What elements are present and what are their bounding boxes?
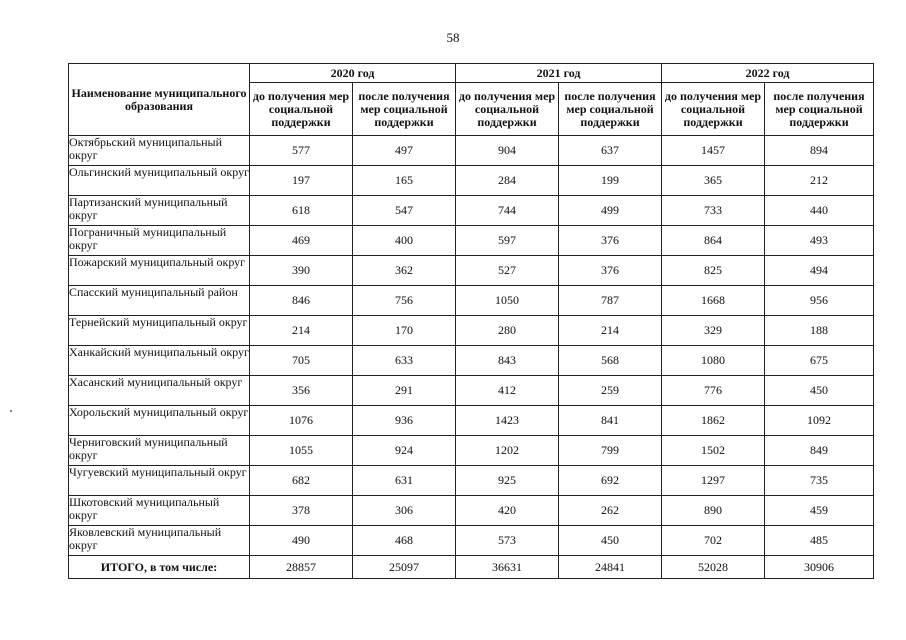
table-row [69, 166, 874, 196]
value-cell: 1862 [662, 406, 765, 436]
before-support-header: до получения мер социальной поддержки [662, 83, 765, 136]
municipality-name: Ольгинский муниципальный округ [69, 166, 250, 196]
value-cell: 864 [662, 226, 765, 256]
table-row [69, 286, 874, 316]
value-cell: 744 [456, 196, 559, 226]
value-cell: 400 [353, 226, 456, 256]
value-cell: 485 [765, 526, 874, 556]
value-cell: 633 [353, 346, 456, 376]
value-cell: 390 [250, 256, 353, 286]
value-cell: 490 [250, 526, 353, 556]
table-row [69, 346, 874, 376]
year-header-2021: 2021 год [456, 64, 662, 83]
after-support-header: после получения мер социальной поддержки [353, 83, 456, 136]
value-cell: 925 [456, 466, 559, 496]
value-cell: 692 [559, 466, 662, 496]
value-cell: 936 [353, 406, 456, 436]
value-cell: 825 [662, 256, 765, 286]
municipality-name: Пограничный муниципальный округ [69, 226, 250, 256]
before-support-header: до получения мер социальной поддержки [250, 83, 353, 136]
after-support-header: после получения мер социальной поддержки [559, 83, 662, 136]
table-row [69, 316, 874, 346]
table-row [69, 436, 874, 466]
table-row [69, 196, 874, 226]
value-cell: 547 [353, 196, 456, 226]
before-support-header: до получения мер социальной поддержки [456, 83, 559, 136]
municipality-name: Чугуевский муниципальный округ [69, 466, 250, 496]
value-cell: 702 [662, 526, 765, 556]
value-cell: 1080 [662, 346, 765, 376]
municipality-name: Хорольский муниципальный округ [69, 406, 250, 436]
value-cell: 675 [765, 346, 874, 376]
value-cell: 904 [456, 136, 559, 166]
total-row [69, 556, 874, 579]
value-cell: 787 [559, 286, 662, 316]
value-cell: 450 [559, 526, 662, 556]
municipality-column-header: Наименование муниципального образования [69, 64, 250, 136]
municipality-name: Ханкайский муниципальный округ [69, 346, 250, 376]
value-cell: 568 [559, 346, 662, 376]
scan-speck [10, 410, 12, 412]
value-cell: 573 [456, 526, 559, 556]
value-cell: 499 [559, 196, 662, 226]
value-cell: 735 [765, 466, 874, 496]
value-cell: 776 [662, 376, 765, 406]
value-cell: 618 [250, 196, 353, 226]
value-cell: 329 [662, 316, 765, 346]
municipality-name: Яковлевский муниципальный округ [69, 526, 250, 556]
municipality-name: Спасский муниципальный район [69, 286, 250, 316]
value-cell: 756 [353, 286, 456, 316]
table-row [69, 496, 874, 526]
value-cell: 733 [662, 196, 765, 226]
value-cell: 440 [765, 196, 874, 226]
value-cell: 1202 [456, 436, 559, 466]
municipality-name: Черниговский муниципальный округ [69, 436, 250, 466]
value-cell: 197 [250, 166, 353, 196]
value-cell: 1457 [662, 136, 765, 166]
table-row [69, 376, 874, 406]
value-cell: 1055 [250, 436, 353, 466]
value-cell: 846 [250, 286, 353, 316]
value-cell: 262 [559, 496, 662, 526]
value-cell: 291 [353, 376, 456, 406]
value-cell: 1502 [662, 436, 765, 466]
value-cell: 214 [559, 316, 662, 346]
value-cell: 468 [353, 526, 456, 556]
municipality-name: Пожарский муниципальный округ [69, 256, 250, 286]
value-cell: 637 [559, 136, 662, 166]
value-cell: 214 [250, 316, 353, 346]
value-cell: 412 [456, 376, 559, 406]
total-value-cell: 52028 [662, 556, 765, 579]
value-cell: 365 [662, 166, 765, 196]
value-cell: 1092 [765, 406, 874, 436]
value-cell: 956 [765, 286, 874, 316]
table-row [69, 526, 874, 556]
value-cell: 682 [250, 466, 353, 496]
value-cell: 1423 [456, 406, 559, 436]
value-cell: 259 [559, 376, 662, 406]
value-cell: 165 [353, 166, 456, 196]
value-cell: 376 [559, 226, 662, 256]
value-cell: 188 [765, 316, 874, 346]
value-cell: 356 [250, 376, 353, 406]
total-value-cell: 36631 [456, 556, 559, 579]
value-cell: 577 [250, 136, 353, 166]
total-value-cell: 24841 [559, 556, 662, 579]
total-value-cell: 30906 [765, 556, 874, 579]
value-cell: 527 [456, 256, 559, 286]
value-cell: 284 [456, 166, 559, 196]
value-cell: 199 [559, 166, 662, 196]
value-cell: 376 [559, 256, 662, 286]
value-cell: 170 [353, 316, 456, 346]
table-body [69, 136, 874, 579]
value-cell: 843 [456, 346, 559, 376]
value-cell: 378 [250, 496, 353, 526]
page-number: 58 [446, 30, 460, 45]
value-cell: 469 [250, 226, 353, 256]
value-cell: 1297 [662, 466, 765, 496]
value-cell: 597 [456, 226, 559, 256]
data-table [68, 63, 874, 579]
value-cell: 894 [765, 136, 874, 166]
value-cell: 799 [559, 436, 662, 466]
value-cell: 212 [765, 166, 874, 196]
value-cell: 306 [353, 496, 456, 526]
table-row [69, 256, 874, 286]
value-cell: 631 [353, 466, 456, 496]
value-cell: 1668 [662, 286, 765, 316]
value-cell: 841 [559, 406, 662, 436]
value-cell: 280 [456, 316, 559, 346]
table-row [69, 406, 874, 436]
value-cell: 450 [765, 376, 874, 406]
value-cell: 362 [353, 256, 456, 286]
value-cell: 493 [765, 226, 874, 256]
table-row [69, 466, 874, 496]
value-cell: 1050 [456, 286, 559, 316]
value-cell: 890 [662, 496, 765, 526]
municipality-name: Хасанский муниципальный округ [69, 376, 250, 406]
value-cell: 459 [765, 496, 874, 526]
value-cell: 924 [353, 436, 456, 466]
municipality-name: Партизанский муниципальный округ [69, 196, 250, 226]
value-cell: 494 [765, 256, 874, 286]
year-header-2022: 2022 год [662, 64, 874, 83]
table-row [69, 226, 874, 256]
after-support-header: после получения мер социальной поддержки [765, 83, 874, 136]
value-cell: 1076 [250, 406, 353, 436]
year-header-2020: 2020 год [250, 64, 456, 83]
value-cell: 849 [765, 436, 874, 466]
total-value-cell: 25097 [353, 556, 456, 579]
total-label: ИТОГО, в том числе: [69, 556, 250, 579]
municipality-name: Шкотовский муниципальный округ [69, 496, 250, 526]
value-cell: 497 [353, 136, 456, 166]
table-row [69, 136, 874, 166]
value-cell: 705 [250, 346, 353, 376]
value-cell: 420 [456, 496, 559, 526]
municipality-name: Тернейский муниципальный округ [69, 316, 250, 346]
municipality-name: Октябрьский муниципальный округ [69, 136, 250, 166]
total-value-cell: 28857 [250, 556, 353, 579]
